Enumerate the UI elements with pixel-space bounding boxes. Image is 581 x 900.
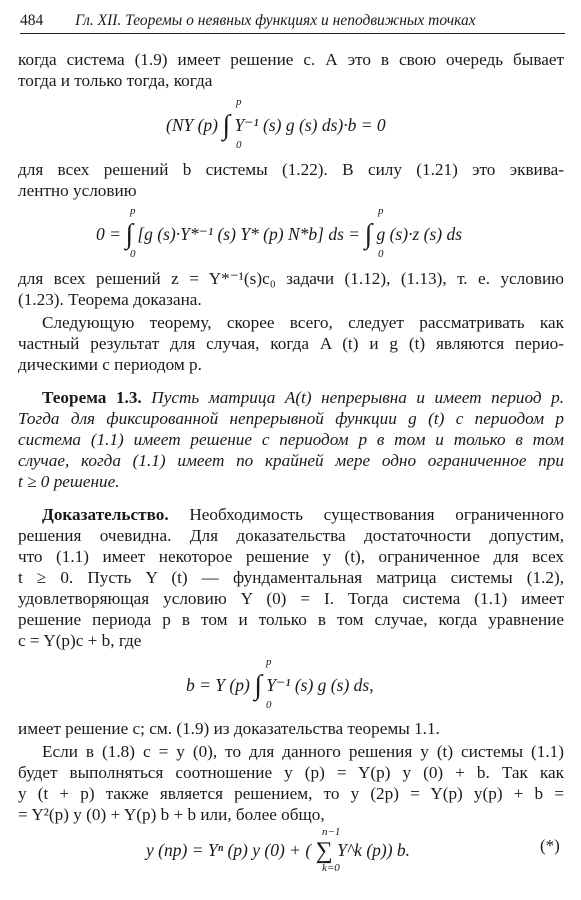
text-line: решение периода p в том и только в том случае, когда уравнение	[18, 610, 564, 629]
text-line: лентно условию	[18, 181, 137, 200]
integral-sign: ∫	[364, 219, 373, 250]
equation-tag: (*)	[540, 836, 560, 855]
text-line: что (1.1) имеет некоторое решение y (t), ограниченное для всех	[18, 547, 564, 566]
text-line: = Y²(p) y (0) + Y(p) b + b или, более общо,	[18, 805, 325, 824]
page-number: 484	[20, 12, 44, 29]
theorem-line: случае, когда (1.1) имеет по крайней мере одно ограниченное при	[18, 451, 564, 470]
text-line: Следующую теорему, скорее всего, следует рассматривать как	[42, 313, 564, 332]
text-line: когда система (1.9) имеет решение c. А это в свою очередь бывает	[18, 50, 564, 69]
theorem-line: система (1.1) имеет решение с периодом p в том и только в том	[18, 430, 564, 449]
integral-upper-limit: p	[378, 205, 384, 217]
integral-lower-limit: 0	[236, 139, 242, 151]
text-line: для всех решений b системы (1.22). В силу (1.21) это эквива-	[18, 160, 564, 179]
text-line: частный результат для случая, когда A (t) и g (t) являются перио-	[18, 334, 564, 353]
integral-upper-limit: p	[236, 96, 242, 108]
text-line: тогда и только тогда, когда	[18, 71, 213, 90]
theorem-line: t ≥ 0 решение.	[18, 472, 120, 491]
proof-label: Доказательство.	[42, 505, 169, 524]
sum-lower-limit: k=0	[322, 862, 340, 874]
text-line: имеет решение c; см. (1.9) из доказательства теоремы 1.1.	[18, 719, 440, 738]
formula-1: (NY (p) ∫ Y⁻¹ (s) g (s) ds)·b = 0	[166, 110, 386, 141]
sum-sign: ∑	[315, 838, 333, 864]
theorem-line: Тогда для фиксированной непрерывной функции g (t) с периодом p	[18, 409, 564, 428]
integral-upper-limit: p	[266, 656, 272, 668]
text-line: удовлетворяющая условию Y (0) = I. Тогда система (1.1) имеет	[18, 589, 564, 608]
text-line: дическими с периодом p.	[18, 355, 202, 374]
text-line: для всех решений z = Y*⁻¹(s)c₀ задачи (1.12), (1.13), т. е. условию	[18, 269, 564, 288]
theorem-line: Теорема 1.3. Пусть матрица A(t) непрерывна и имеет период p.	[42, 388, 564, 407]
text-line: y (t + p) также является решением, то y (2p) = Y(p) y(p) + b =	[18, 784, 564, 803]
formula-3: b = Y (p) ∫ Y⁻¹ (s) g (s) ds,	[186, 670, 374, 701]
formula-2: 0 = ∫ [g (s)·Y*⁻¹ (s) Y* (p) N*b] ds = ∫ g (s)·z (s) ds	[96, 219, 463, 250]
integral-sign: ∫	[222, 110, 231, 141]
integral-sign: ∫	[254, 670, 262, 701]
text-line: Если в (1.8) c = y (0), то для данного решения y (t) системы (1.1)	[42, 742, 564, 761]
text-line: (1.23). Теорема доказана.	[18, 290, 202, 309]
running-title: Гл. XII. Теоремы о неявных функциях и неподвижных точках	[75, 12, 476, 29]
sum-upper-limit: n−1	[322, 826, 341, 838]
text-line: t ≥ 0. Пусть Y (t) — фундаментальная матрица системы (1.2),	[18, 568, 564, 587]
integral-upper-limit: p	[130, 205, 136, 217]
formula-4: y (np) = Yⁿ (p) y (0) + ( ∑ Y^k (p)) b.	[146, 838, 411, 864]
integral-sign: ∫	[125, 219, 133, 250]
text-line: будет выполняться соотношение y (p) = Y(p) y (0) + b. Так как	[18, 763, 564, 782]
integral-lower-limit: 0	[378, 248, 384, 260]
running-header	[20, 12, 565, 34]
text-line: c = Y(p)c + b, где	[18, 631, 142, 650]
theorem-label: Теорема 1.3.	[42, 388, 142, 407]
proof-line: Доказательство. Необходимость существования ограниченного	[42, 505, 564, 524]
integral-lower-limit: 0	[130, 248, 136, 260]
text-line: решения очевидна. Для доказательства достаточности допустим,	[18, 526, 564, 545]
integral-lower-limit: 0	[266, 699, 272, 711]
